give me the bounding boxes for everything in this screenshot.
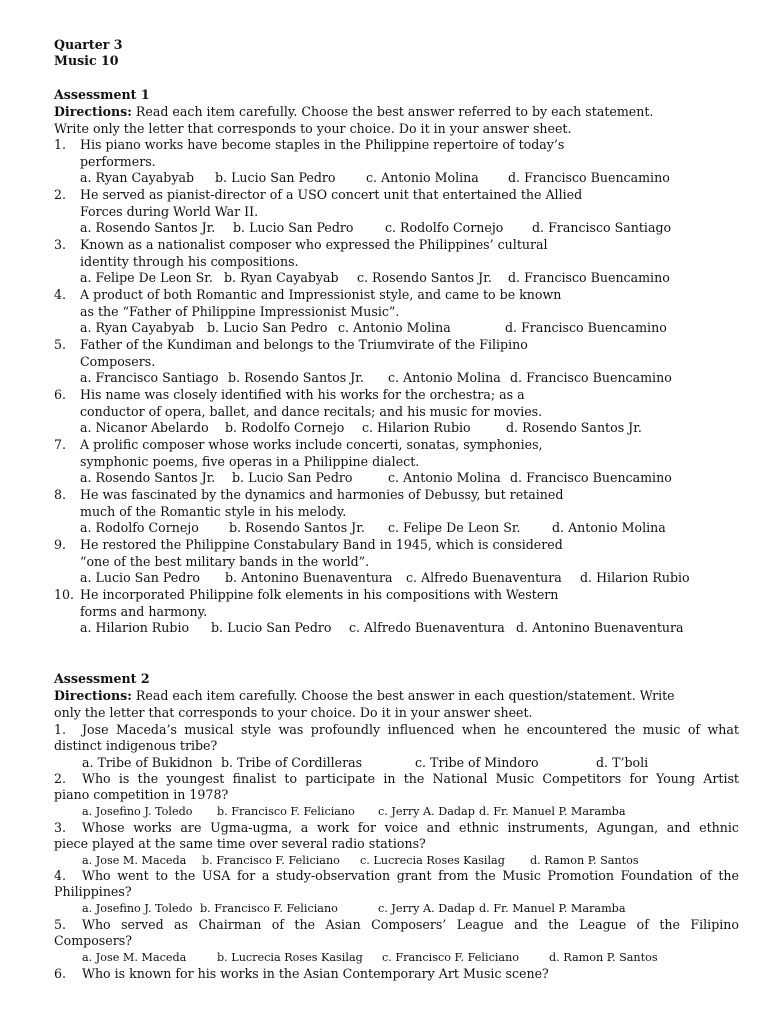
answer-choice: b. Rosendo Santos Jr.: [229, 520, 365, 535]
answer-choice: d. Ramon P. Santos: [549, 951, 658, 964]
answer-choice: d. Ramon P. Santos: [530, 854, 639, 867]
answer-choice: c. Jerry A. Dadap: [378, 902, 475, 915]
answer-choice: a. Francisco Santiago: [80, 370, 219, 385]
assessment-2-directions: [54, 688, 675, 704]
question-text: Jose Maceda’s musical style was profoundly influenced when he encountered the music of what: [82, 722, 739, 737]
item-number: 2.: [54, 187, 67, 202]
question-text: He was fascinated by the dynamics and harmonies of Debussy, but retained: [80, 487, 564, 502]
answer-choice: a. Hilarion Rubio: [80, 620, 190, 635]
item-number: 1.: [54, 722, 67, 737]
item-number: 5.: [54, 917, 67, 932]
answer-choice: a. Ryan Cayabyab: [80, 170, 195, 185]
item-number: 7.: [54, 437, 67, 452]
assessment-1-title: Assessment 1: [54, 87, 150, 102]
assessment-1-directions: [54, 104, 653, 120]
question-text: Known as a nationalist composer who expressed the Philippines’ cultural: [80, 237, 548, 252]
answer-choice: d. Rosendo Santos Jr.: [506, 420, 642, 435]
assessment-1-directions-line2: Write only the letter that corresponds to your choice. Do it in your answer sheet.: [54, 121, 572, 136]
question-text: forms and harmony.: [80, 603, 208, 619]
question-text: He incorporated Philippine folk elements in his compositions with Western: [80, 587, 559, 602]
answer-choice: a. Rodolfo Cornejo: [80, 520, 199, 535]
directions-text: Read each item carefully. Choose the best answer referred to by each statement.: [131, 104, 654, 119]
answer-choice: d. Francisco Buencamino: [510, 370, 672, 385]
assessment-2-title: Assessment 2: [54, 671, 150, 686]
answer-choice: c. Alfredo Buenaventura: [349, 620, 505, 635]
answer-choice: b. Lucrecia Roses Kasilag: [217, 951, 363, 964]
question-text: conductor of opera, ballet, and dance recitals; and his music for movies.: [80, 403, 543, 419]
answer-choice: b. Francisco F. Feliciano: [217, 805, 355, 818]
answer-choice: d. Francisco Santiago: [532, 220, 672, 235]
directions-label: Directions:: [54, 688, 132, 703]
question-text: His name was closely identified with his works for the orchestra; as a: [80, 387, 525, 402]
answer-choice: a. Jose M. Maceda: [82, 951, 187, 964]
question-text: identity through his compositions.: [80, 253, 299, 269]
answer-choice: b. Lucio San Pedro: [207, 320, 328, 335]
answer-choice: a. Tribe of Bukidnon: [82, 755, 213, 770]
answer-choice: c. Tribe of Mindoro: [415, 755, 539, 770]
answer-choice: a. Rosendo Santos Jr.: [80, 470, 216, 485]
question-text: Father of the Kundiman and belongs to the Triumvirate of the Filipino: [80, 337, 528, 352]
quarter-label: Quarter 3: [54, 37, 123, 52]
answer-choice: b. Tribe of Cordilleras: [221, 755, 363, 770]
question-text: Who is the youngest finalist to participate in the National Music Competitors for Young Artist: [82, 771, 739, 786]
answer-choice: d. Francisco Buencamino: [510, 470, 672, 485]
question-text: A product of both Romantic and Impressionist style, and came to be known: [80, 287, 562, 302]
question-text: He served as pianist-director of a USO concert unit that entertained the Allied: [80, 187, 583, 202]
question-text: Whose works are Ugma-ugma, a work for voice and ethnic instruments, Agungan, and ethnic: [82, 820, 739, 835]
question-text: A prolific composer whose works include concerti, sonatas, symphonies,: [80, 437, 543, 452]
question-text: He restored the Philippine Constabulary Band in 1945, which is considered: [80, 537, 563, 552]
answer-choice: a. Rosendo Santos Jr.: [80, 220, 216, 235]
answer-choice: d. Francisco Buencamino: [508, 170, 670, 185]
answer-choice: c. Antonio Molina: [338, 320, 451, 335]
answer-choice: c. Rodolfo Cornejo: [385, 220, 504, 235]
answer-choice: a. Josefino J. Toledo: [82, 902, 193, 915]
question-text: Composers?: [54, 933, 132, 948]
question-text: performers.: [80, 153, 156, 169]
item-number: 1.: [54, 137, 67, 152]
answer-choice: d. Francisco Buencamino: [508, 270, 670, 285]
answer-choice: c. Antonio Molina: [388, 470, 501, 485]
question-text: piano competition in 1978?: [54, 787, 229, 802]
answer-choice: a. Nicanor Abelardo: [80, 420, 209, 435]
answer-choice: d. Antonino Buenaventura: [516, 620, 684, 635]
answer-choice: c. Lucrecia Roses Kasilag: [360, 854, 505, 867]
question-text: Philippines?: [54, 884, 132, 899]
answer-choice: b. Lucio San Pedro: [215, 170, 336, 185]
item-number: 9.: [54, 537, 67, 552]
answer-choice: a. Ryan Cayabyab: [80, 320, 195, 335]
answer-choice: b. Ryan Cayabyab: [224, 270, 339, 285]
question-text: as the “Father of Philippine Impressionist Music”.: [80, 303, 400, 319]
answer-choice: c. Alfredo Buenaventura: [406, 570, 562, 585]
item-number: 4.: [54, 287, 67, 302]
question-text: “one of the best military bands in the world”.: [80, 553, 370, 569]
answer-choice: c. Antonio Molina: [366, 170, 479, 185]
answer-choice: d. T’boli: [596, 755, 649, 770]
answer-choice: a. Josefino J. Toledo: [82, 805, 193, 818]
question-text: Who served as Chairman of the Asian Composers’ League and the League of the Filipino: [82, 917, 739, 932]
assessment-2-directions-line2: only the letter that corresponds to your choice. Do it in your answer sheet.: [54, 705, 533, 720]
answer-choice: d. Hilarion Rubio: [580, 570, 690, 585]
question-text: Who went to the USA for a study-observation grant from the Music Promotion Foundation of the: [82, 868, 739, 883]
directions-label: Directions:: [54, 104, 132, 119]
directions-text: Read each item carefully. Choose the best answer in each question/statement. Write: [131, 688, 675, 703]
question-text: piece played at the same time over several radio stations?: [54, 836, 426, 851]
answer-choice: b. Francisco F. Feliciano: [200, 902, 338, 915]
answer-choice: c. Felipe De Leon Sr.: [388, 520, 521, 535]
question-text: Composers.: [80, 353, 156, 369]
item-number: 3.: [54, 237, 67, 252]
answer-choice: d. Fr. Manuel P. Maramba: [479, 805, 626, 818]
answer-choice: b. Lucio San Pedro: [211, 620, 332, 635]
answer-choice: b. Lucio San Pedro: [232, 470, 353, 485]
item-number: 5.: [54, 337, 67, 352]
answer-choice: c. Antonio Molina: [388, 370, 501, 385]
subject-label: Music 10: [54, 53, 119, 68]
answer-choice: b. Rodolfo Cornejo: [225, 420, 345, 435]
question-text: Forces during World War II.: [80, 203, 259, 219]
answer-choice: a. Felipe De Leon Sr.: [80, 270, 213, 285]
answer-choice: b. Francisco F. Feliciano: [202, 854, 340, 867]
item-number: 6.: [54, 966, 67, 981]
answer-choice: a. Jose M. Maceda: [82, 854, 187, 867]
item-number: 2.: [54, 771, 67, 786]
answer-choice: c. Jerry A. Dadap: [378, 805, 475, 818]
answer-choice: d. Fr. Manuel P. Maramba: [479, 902, 626, 915]
item-number: 10.: [54, 587, 75, 602]
question-text: His piano works have become staples in the Philippine repertoire of today’s: [80, 137, 565, 152]
answer-choice: a. Lucio San Pedro: [80, 570, 200, 585]
answer-choice: b. Antonino Buenaventura: [225, 570, 393, 585]
answer-choice: d. Francisco Buencamino: [505, 320, 667, 335]
item-number: 4.: [54, 868, 67, 883]
question-text: symphonic poems, five operas in a Philippine dialect.: [80, 453, 420, 469]
answer-choice: b. Lucio San Pedro: [233, 220, 354, 235]
answer-choice: c. Hilarion Rubio: [362, 420, 471, 435]
question-text: much of the Romantic style in his melody.: [80, 503, 347, 519]
item-number: 3.: [54, 820, 67, 835]
question-text: Who is known for his works in the Asian Contemporary Art Music scene?: [82, 966, 549, 981]
answer-choice: d. Antonio Molina: [552, 520, 666, 535]
answer-choice: c. Rosendo Santos Jr.: [357, 270, 492, 285]
item-number: 6.: [54, 387, 67, 402]
item-number: 8.: [54, 487, 67, 502]
answer-choice: c. Francisco F. Feliciano: [382, 951, 520, 964]
question-text: distinct indigenous tribe?: [54, 738, 218, 753]
answer-choice: b. Rosendo Santos Jr.: [228, 370, 364, 385]
